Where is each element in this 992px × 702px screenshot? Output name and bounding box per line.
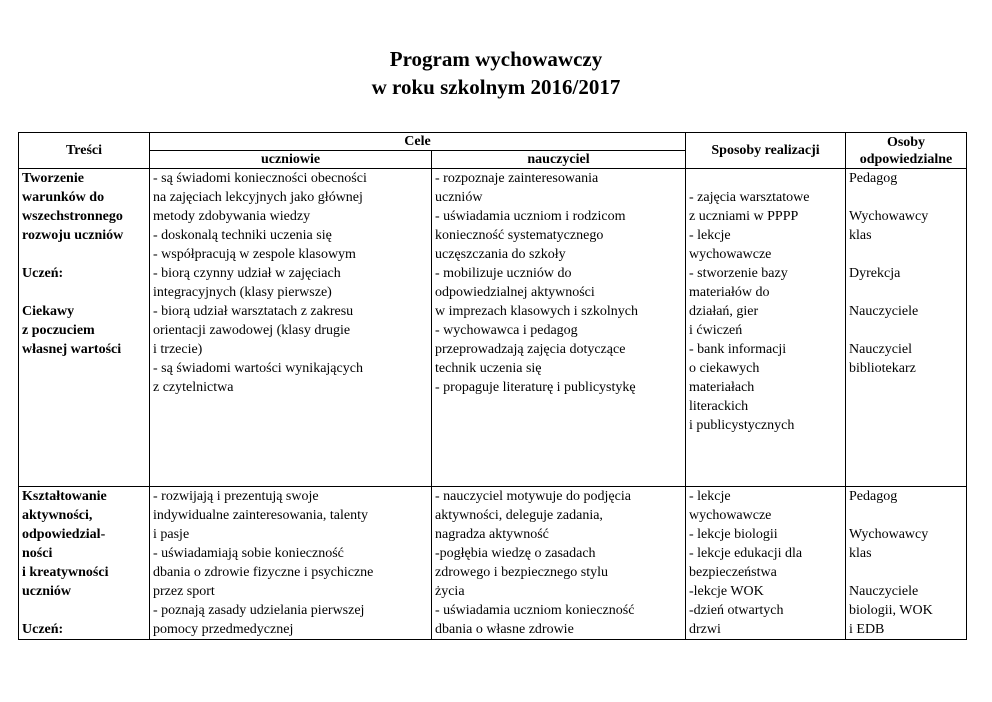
cell-tresci: [19, 487, 150, 640]
cell-sposoby: [686, 487, 846, 640]
cell-line: odpowiedzialnej aktywności: [435, 285, 595, 300]
cell-line: własnej wartości: [22, 342, 122, 357]
cell-nauczyciel: [432, 487, 686, 640]
cell-line: [849, 245, 963, 264]
cell-line: uczęszczania do szkoły: [435, 247, 566, 262]
cell-line: [22, 283, 146, 302]
cell-line: na zajęciach lekcyjnych jako głównej: [153, 190, 363, 205]
cell-line: materiałach: [689, 380, 755, 395]
cell-line: - doskonalą techniki uczenia się: [153, 228, 332, 243]
cell-line: Pedagog: [849, 489, 898, 504]
cell-line: i trzecie): [153, 342, 203, 357]
cell-line: - biorą czynny udział w zajęciach: [153, 266, 341, 281]
cell-line: zdrowego i bezpiecznego stylu: [435, 565, 608, 580]
cell-line: technik uczenia się: [435, 361, 542, 376]
program-table: [18, 132, 967, 640]
cell-line: - rozpoznaje zainteresowania: [435, 171, 599, 186]
cell-line: i pasje: [153, 527, 190, 542]
cell-line: Nauczyciel: [849, 342, 912, 357]
cell-line: klas: [849, 546, 872, 561]
header-tresci: Treści: [19, 133, 150, 169]
cell-line: [849, 506, 963, 525]
cell-line: uczniów: [435, 190, 483, 205]
cell-line: bezpieczeństwa: [689, 565, 777, 580]
cell-line: - uświadamia uczniom i rodzicom: [435, 209, 626, 224]
cell-line: literackich: [689, 399, 749, 414]
cell-nauczyciel: [432, 169, 686, 487]
cell-line: aktywności, deleguje zadania,: [435, 508, 603, 523]
cell-line: konieczność systematycznego: [435, 228, 604, 243]
table-row: [19, 487, 967, 640]
cell-line: [849, 321, 963, 340]
cell-osoby: [846, 487, 967, 640]
header-osoby-line1: Osoby: [886, 134, 926, 150]
cell-line: indywidualne zainteresowania, talenty: [153, 508, 368, 523]
page-title: Program wychowawczy: [389, 47, 603, 71]
table-row: [19, 169, 967, 487]
cell-line: - mobilizuje uczniów do: [435, 266, 572, 281]
cell-line: - wychowawca i pedagog: [435, 323, 578, 338]
cell-line: Tworzenie: [22, 171, 84, 186]
cell-line: - propaguje literaturę i publicystykę: [435, 380, 636, 395]
cell-line: warunków do: [22, 190, 105, 205]
header-cele: Cele: [150, 133, 686, 151]
cell-line: dbania o zdrowie fizyczne i psychiczne: [153, 565, 374, 580]
cell-line: - uświadamia uczniom konieczność: [435, 603, 635, 618]
cell-line: - lekcje edukacji dla: [689, 546, 803, 561]
cell-line: i kreatywności: [22, 565, 109, 580]
cell-line: dbania o własne zdrowie: [435, 622, 574, 637]
cell-line: wychowawcze: [689, 508, 772, 523]
cell-line: bibliotekarz: [849, 361, 916, 376]
cell-tresci: [19, 169, 150, 487]
cell-line: rozwoju uczniów: [22, 228, 124, 243]
cell-line: - lekcje biologii: [689, 527, 778, 542]
cell-line: o ciekawych: [689, 361, 760, 376]
cell-line: [849, 563, 963, 582]
cell-line: - są świadomi wartości wynikających: [153, 361, 363, 376]
cell-line: - uświadamiają sobie konieczność: [153, 546, 344, 561]
cell-line: - nauczyciel motywuje do podjęcia: [435, 489, 631, 504]
cell-line: biologii, WOK: [849, 603, 933, 618]
cell-line: przeprowadzają zajęcia dotyczące: [435, 342, 626, 357]
header-osoby-line2: odpowiedzialne: [859, 151, 953, 167]
cell-line: Dyrekcja: [849, 266, 901, 281]
cell-line: Pedagog: [849, 171, 898, 186]
cell-line: nagradza aktywność: [435, 527, 549, 542]
cell-line: - poznają zasady udzielania pierwszej: [153, 603, 365, 618]
cell-line: metody zdobywania wiedzy: [153, 209, 311, 224]
cell-sposoby: [686, 169, 846, 487]
cell-line: - biorą udział warsztatach z zakresu: [153, 304, 354, 319]
cell-line: życia: [435, 584, 465, 599]
cell-line: -dzień otwartych: [689, 603, 784, 618]
cell-line: [849, 188, 963, 207]
cell-line: - zajęcia warsztatowe: [689, 190, 810, 205]
cell-line: Nauczyciele: [849, 304, 919, 319]
cell-line: uczniów: [22, 584, 71, 599]
cell-line: Wychowawcy: [849, 209, 929, 224]
cell-line: aktywności,: [22, 508, 93, 523]
cell-line: Uczeń:: [22, 266, 64, 281]
cell-line: - rozwijają i prezentują swoje: [153, 489, 319, 504]
cell-line: integracyjnych (klasy pierwsze): [153, 285, 332, 300]
cell-line: pomocy przedmedycznej: [153, 622, 294, 637]
cell-line: i publicystycznych: [689, 418, 795, 433]
page-subtitle: w roku szkolnym 2016/2017: [371, 75, 621, 99]
cell-line: - współpracują w zespole klasowym: [153, 247, 356, 262]
cell-line: Wychowawcy: [849, 527, 929, 542]
cell-line: orientacji zawodowej (klasy drugie: [153, 323, 351, 338]
cell-line: wychowawcze: [689, 247, 772, 262]
cell-line: wszechstronnego: [22, 209, 123, 224]
header-sposoby: Sposoby realizacji: [686, 133, 846, 169]
cell-line: - lekcje: [689, 489, 731, 504]
cell-osoby: [846, 169, 967, 487]
header-uczniowie: uczniowie: [150, 151, 432, 169]
cell-line: Ciekawy: [22, 304, 75, 319]
cell-line: przez sport: [153, 584, 215, 599]
cell-line: - lekcje: [689, 228, 731, 243]
cell-uczniowie: [150, 487, 432, 640]
cell-line: drzwi: [689, 622, 721, 637]
cell-line: -lekcje WOK: [689, 584, 764, 599]
cell-line: Uczeń:: [22, 622, 64, 637]
cell-line: działań, gier: [689, 304, 759, 319]
cell-line: ności: [22, 546, 53, 561]
cell-line: [689, 169, 842, 188]
cell-line: [22, 601, 146, 620]
cell-line: klas: [849, 228, 872, 243]
cell-uczniowie: [150, 169, 432, 487]
cell-line: i ćwiczeń: [689, 323, 743, 338]
cell-line: [849, 283, 963, 302]
header-nauczyciel: nauczyciel: [432, 151, 686, 169]
header-osoby: [846, 133, 967, 169]
cell-line: - stworzenie bazy: [689, 266, 788, 281]
cell-line: w imprezach klasowych i szkolnych: [435, 304, 638, 319]
cell-line: - bank informacji: [689, 342, 787, 357]
cell-line: materiałów do: [689, 285, 770, 300]
cell-line: z czytelnictwa: [153, 380, 234, 395]
cell-line: -pogłębia wiedzę o zasadach: [435, 546, 596, 561]
cell-line: z poczuciem: [22, 323, 95, 338]
cell-line: odpowiedzial-: [22, 527, 106, 542]
cell-line: - są świadomi konieczności obecności: [153, 171, 367, 186]
cell-line: i EDB: [849, 622, 885, 637]
cell-line: Kształtowanie: [22, 489, 107, 504]
cell-line: Nauczyciele: [849, 584, 919, 599]
cell-line: [22, 245, 146, 264]
cell-line: z uczniami w PPPP: [689, 209, 799, 224]
